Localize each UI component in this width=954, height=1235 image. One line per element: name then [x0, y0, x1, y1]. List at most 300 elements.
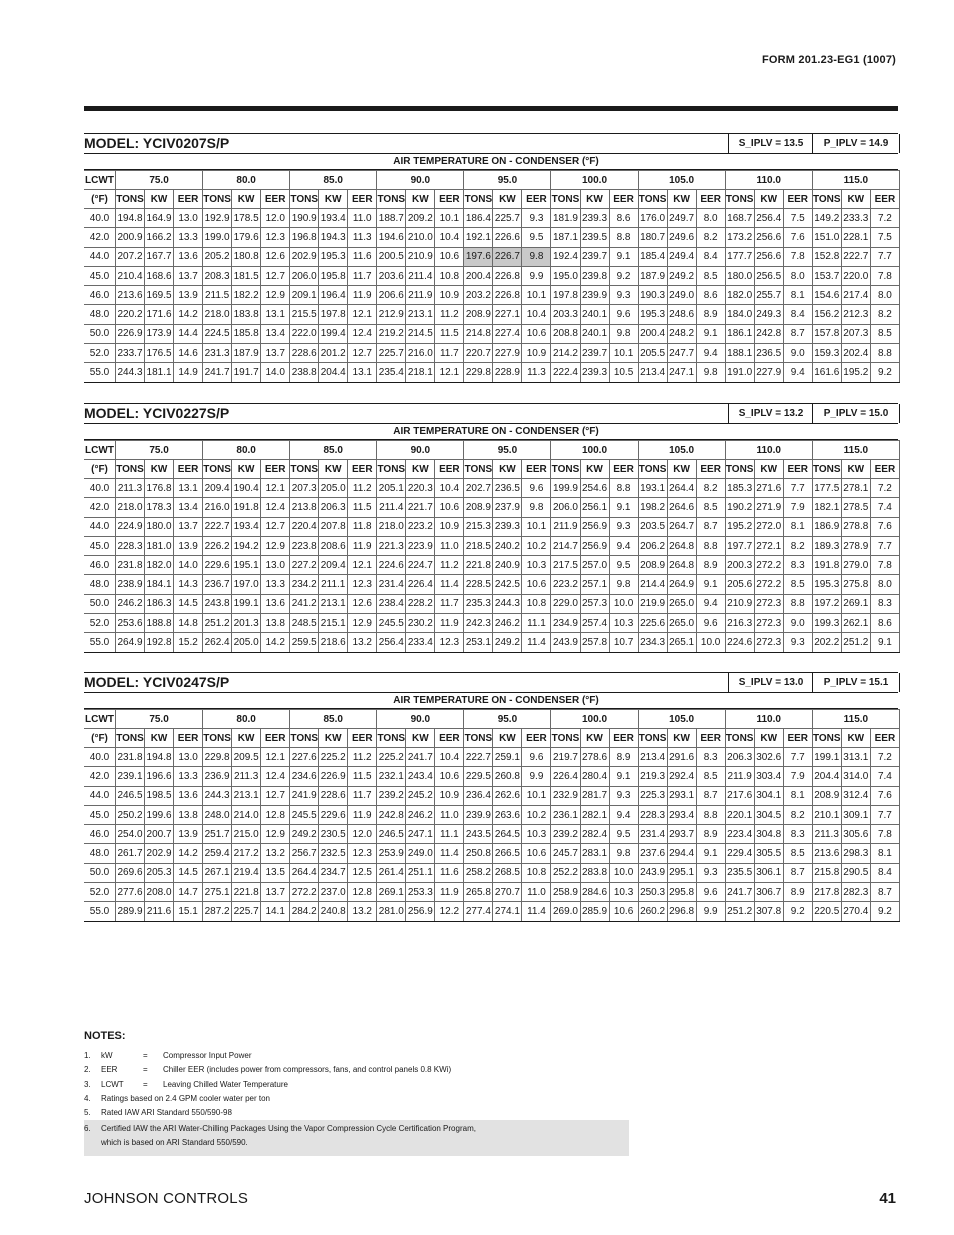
kw-cell: 215.1: [319, 614, 348, 633]
tons-cell: 219.3: [638, 767, 667, 786]
kw-cell: 217.2: [232, 844, 261, 863]
kw-cell: 200.7: [145, 825, 174, 844]
tons-cell: 241.9: [290, 786, 319, 805]
kw-cell: 210.0: [406, 228, 435, 247]
eer-cell: 8.7: [696, 517, 725, 536]
tons-cell: 227.2: [290, 556, 319, 575]
tons-cell: 253.1: [464, 633, 493, 652]
tons-column-header: TONS: [464, 190, 493, 209]
eer-cell: 14.2: [261, 633, 290, 652]
eer-cell: 11.3: [522, 363, 551, 382]
tons-cell: 272.2: [290, 883, 319, 902]
tons-cell: 206.0: [551, 498, 580, 517]
kw-column-header: KW: [145, 729, 174, 748]
tons-cell: 281.0: [377, 902, 406, 921]
tons-cell: 206.0: [290, 266, 319, 285]
table-row: [84, 825, 900, 844]
tons-cell: 208.9: [464, 305, 493, 324]
eer-cell: 14.5: [174, 863, 203, 882]
note-number: 1.: [84, 1051, 91, 1060]
eer-cell: 12.4: [348, 324, 377, 343]
kw-cell: 211.9: [406, 286, 435, 305]
tons-cell: 236.1: [551, 805, 580, 824]
tons-cell: 184.0: [725, 305, 754, 324]
kw-cell: 247.1: [667, 363, 696, 382]
tons-column-header: TONS: [725, 190, 754, 209]
tons-cell: 197.2: [812, 594, 841, 613]
eer-cell: 12.8: [348, 883, 377, 902]
tons-cell: 249.2: [290, 825, 319, 844]
eer-cell: 9.3: [696, 863, 725, 882]
eer-column-header: EER: [522, 729, 551, 748]
performance-table: [84, 440, 900, 653]
column-header-row: [84, 460, 900, 479]
kw-cell: 164.9: [145, 209, 174, 228]
lcwt-cell: 48.0: [84, 844, 116, 863]
eer-cell: 10.6: [522, 324, 551, 343]
tons-cell: 241.2: [290, 594, 319, 613]
kw-cell: 195.3: [319, 247, 348, 266]
kw-cell: 180.8: [232, 247, 261, 266]
note-number: 2.: [84, 1065, 91, 1075]
lcwt-cell: 55.0: [84, 633, 116, 652]
table-row: [84, 594, 900, 613]
table-row: [84, 902, 900, 921]
kw-cell: 272.3: [754, 594, 783, 613]
kw-cell: 182.2: [232, 286, 261, 305]
tons-cell: 198.2: [638, 498, 667, 517]
eer-column-header: EER: [609, 190, 638, 209]
tons-column-header: TONS: [377, 460, 406, 479]
tons-cell: 231.8: [116, 556, 145, 575]
tons-cell: 157.8: [812, 324, 841, 343]
air-temperature-heading: 80.0: [203, 710, 290, 729]
kw-cell: 166.2: [145, 228, 174, 247]
tons-cell: 275.1: [203, 883, 232, 902]
note-item: [84, 1078, 629, 1092]
eer-cell: 10.9: [435, 517, 464, 536]
air-temperature-heading: 85.0: [290, 441, 377, 460]
tons-cell: 245.5: [377, 614, 406, 633]
eer-column-header: EER: [435, 460, 464, 479]
kw-cell: 293.1: [667, 786, 696, 805]
tons-cell: 231.3: [203, 344, 232, 363]
air-temperature-heading: 75.0: [116, 710, 203, 729]
header-rule: [84, 106, 898, 111]
eer-cell: 8.5: [783, 844, 812, 863]
tons-cell: 197.6: [464, 247, 493, 266]
kw-cell: 304.5: [754, 805, 783, 824]
air-temperature-heading: 85.0: [290, 710, 377, 729]
kw-cell: 290.5: [841, 863, 870, 882]
kw-cell: 180.0: [145, 517, 174, 536]
tons-cell: 250.3: [638, 883, 667, 902]
tons-cell: 220.1: [725, 805, 754, 824]
eer-cell: 7.7: [870, 805, 899, 824]
kw-cell: 221.8: [232, 883, 261, 902]
tons-cell: 225.7: [377, 344, 406, 363]
eer-cell: 10.6: [522, 844, 551, 863]
lcwt-cell: 55.0: [84, 902, 116, 921]
kw-cell: 168.6: [145, 266, 174, 285]
eer-cell: 10.4: [522, 305, 551, 324]
kw-cell: 263.6: [493, 805, 522, 824]
kw-cell: 214.0: [232, 805, 261, 824]
tons-cell: 208.9: [812, 786, 841, 805]
kw-cell: 306.7: [754, 883, 783, 902]
tons-cell: 200.9: [116, 228, 145, 247]
eer-cell: 13.4: [261, 324, 290, 343]
eer-cell: 12.0: [348, 825, 377, 844]
tons-cell: 205.2: [203, 247, 232, 266]
air-temperature-heading: 95.0: [464, 171, 551, 190]
kw-cell: 206.3: [319, 498, 348, 517]
lcwt-cell: 45.0: [84, 805, 116, 824]
air-temperature-heading: 90.0: [377, 171, 464, 190]
kw-cell: 256.4: [754, 209, 783, 228]
tons-cell: 223.2: [551, 575, 580, 594]
eer-cell: 13.9: [174, 825, 203, 844]
tons-cell: 187.1: [551, 228, 580, 247]
eer-cell: 14.2: [174, 844, 203, 863]
air-temperature-heading: 100.0: [551, 171, 638, 190]
kw-cell: 295.1: [667, 863, 696, 882]
eer-cell: 11.7: [435, 344, 464, 363]
kw-column-header: KW: [319, 729, 348, 748]
kw-cell: 228.1: [841, 228, 870, 247]
lcwt-cell: 42.0: [84, 228, 116, 247]
lcwt-cell: 50.0: [84, 863, 116, 882]
tons-cell: 228.6: [290, 344, 319, 363]
tons-cell: 235.3: [464, 594, 493, 613]
eer-cell: 8.8: [609, 228, 638, 247]
eer-cell: 11.2: [435, 305, 464, 324]
eer-column-header: EER: [522, 460, 551, 479]
tons-cell: 211.4: [377, 498, 406, 517]
eer-cell: 10.2: [522, 536, 551, 555]
kw-cell: 237.9: [493, 498, 522, 517]
kw-cell: 275.8: [841, 575, 870, 594]
eer-cell: 9.4: [696, 594, 725, 613]
tons-cell: 197.8: [551, 286, 580, 305]
tons-cell: 213.4: [638, 363, 667, 382]
kw-cell: 259.1: [493, 748, 522, 767]
eer-cell: 8.3: [783, 825, 812, 844]
tons-cell: 260.2: [638, 902, 667, 921]
kw-cell: 292.4: [667, 767, 696, 786]
kw-cell: 216.0: [406, 344, 435, 363]
eer-cell: 7.7: [870, 247, 899, 266]
eer-cell: 12.7: [261, 517, 290, 536]
kw-cell: 295.8: [667, 883, 696, 902]
kw-cell: 278.9: [841, 536, 870, 555]
kw-column-header: KW: [406, 729, 435, 748]
eer-cell: 13.7: [261, 883, 290, 902]
kw-cell: 249.4: [667, 247, 696, 266]
eer-column-header: EER: [174, 460, 203, 479]
eer-column-header: EER: [609, 729, 638, 748]
eer-column-header: EER: [783, 190, 812, 209]
kw-cell: 314.0: [841, 767, 870, 786]
eer-cell: 13.9: [174, 536, 203, 555]
tons-cell: 203.5: [638, 517, 667, 536]
tons-cell: 226.2: [203, 536, 232, 555]
tons-cell: 193.1: [638, 479, 667, 498]
tons-column-header: TONS: [290, 460, 319, 479]
kw-column-header: KW: [754, 729, 783, 748]
note-text: Compressor Input Power: [163, 1051, 252, 1060]
tons-cell: 231.4: [638, 825, 667, 844]
kw-cell: 183.8: [232, 305, 261, 324]
kw-cell: 218.6: [319, 633, 348, 652]
kw-cell: 285.9: [580, 902, 609, 921]
kw-cell: 171.6: [145, 305, 174, 324]
tons-cell: 220.7: [464, 344, 493, 363]
tons-cell: 206.3: [725, 748, 754, 767]
tons-cell: 284.2: [290, 902, 319, 921]
eer-cell: 13.6: [174, 247, 203, 266]
eer-cell: 7.6: [870, 786, 899, 805]
kw-cell: 178.5: [232, 209, 261, 228]
lcwt-unit-label: (°F): [84, 460, 116, 479]
kw-cell: 265.0: [667, 614, 696, 633]
eer-cell: 12.1: [261, 479, 290, 498]
tons-cell: 277.4: [464, 902, 493, 921]
tons-cell: 205.1: [377, 479, 406, 498]
eer-cell: 10.3: [609, 614, 638, 633]
tons-cell: 241.7: [203, 363, 232, 382]
eer-cell: 7.5: [870, 228, 899, 247]
eer-cell: 10.9: [435, 286, 464, 305]
eer-cell: 7.4: [870, 767, 899, 786]
table-row: [84, 805, 900, 824]
eer-cell: 13.3: [174, 228, 203, 247]
tons-cell: 251.7: [203, 825, 232, 844]
kw-cell: 239.3: [580, 209, 609, 228]
kw-cell: 213.1: [232, 786, 261, 805]
kw-cell: 191.8: [232, 498, 261, 517]
eer-cell: 8.3: [696, 748, 725, 767]
kw-cell: 187.9: [232, 344, 261, 363]
kw-cell: 176.8: [145, 479, 174, 498]
tons-cell: 269.6: [116, 863, 145, 882]
tons-cell: 186.9: [812, 517, 841, 536]
eer-cell: 10.1: [522, 517, 551, 536]
tons-cell: 236.9: [203, 767, 232, 786]
table-row: [84, 614, 900, 633]
tons-cell: 208.3: [203, 266, 232, 285]
eer-cell: 12.7: [348, 344, 377, 363]
form-id: FORM 201.23-EG1 (1007): [761, 54, 896, 66]
page-number: 41: [879, 1190, 896, 1207]
eer-cell: 11.1: [435, 825, 464, 844]
lcwt-cell: 44.0: [84, 247, 116, 266]
lcwt-cell: 45.0: [84, 536, 116, 555]
eer-column-header: EER: [261, 729, 290, 748]
kw-cell: 240.2: [493, 536, 522, 555]
kw-cell: 237.0: [319, 883, 348, 902]
table-row: [84, 556, 900, 575]
tons-column-header: TONS: [203, 729, 232, 748]
eer-column-header: EER: [348, 190, 377, 209]
lcwt-unit-label: (°F): [84, 729, 116, 748]
kw-cell: 232.5: [319, 844, 348, 863]
eer-cell: 8.9: [696, 556, 725, 575]
tons-column-header: TONS: [290, 190, 319, 209]
tons-cell: 246.2: [116, 594, 145, 613]
s-iplv-box: S_IPLV = 13.5: [728, 134, 813, 153]
note-text-block: [101, 1122, 476, 1150]
tons-cell: 258.9: [551, 883, 580, 902]
eer-cell: 12.2: [435, 902, 464, 921]
tons-cell: 223.4: [725, 825, 754, 844]
tons-cell: 194.8: [116, 209, 145, 228]
kw-cell: 182.0: [145, 556, 174, 575]
eer-cell: 11.0: [348, 209, 377, 228]
kw-cell: 239.8: [580, 266, 609, 285]
air-temperature-heading: 110.0: [725, 710, 812, 729]
kw-cell: 249.0: [406, 844, 435, 863]
kw-cell: 264.5: [493, 825, 522, 844]
kw-cell: 194.8: [145, 748, 174, 767]
eer-cell: 10.0: [609, 594, 638, 613]
tons-cell: 211.9: [725, 767, 754, 786]
tons-cell: 214.8: [464, 324, 493, 343]
note-item: [84, 1049, 629, 1063]
tons-cell: 195.0: [551, 266, 580, 285]
kw-cell: 249.2: [493, 633, 522, 652]
note-abbreviation: EER: [101, 1065, 118, 1075]
kw-column-header: KW: [580, 190, 609, 209]
table-row: [84, 575, 900, 594]
kw-cell: 194.3: [319, 228, 348, 247]
eer-cell: 11.5: [348, 767, 377, 786]
eer-cell: 8.7: [783, 324, 812, 343]
eer-cell: 8.9: [609, 748, 638, 767]
note-item-certification: [84, 1120, 629, 1156]
note-equals: =: [143, 1065, 148, 1075]
table-row: [84, 324, 900, 343]
eer-cell: 7.6: [870, 517, 899, 536]
eer-cell: 12.3: [348, 575, 377, 594]
tons-cell: 181.9: [551, 209, 580, 228]
eer-cell: 11.0: [435, 805, 464, 824]
model-title: MODEL: YCIV0207S/P: [84, 135, 230, 151]
eer-cell: 8.6: [870, 614, 899, 633]
tons-cell: 245.7: [551, 844, 580, 863]
kw-cell: 213.1: [406, 305, 435, 324]
note-item: [84, 1106, 629, 1120]
kw-cell: 271.6: [754, 479, 783, 498]
kw-cell: 195.1: [232, 556, 261, 575]
air-temperature-heading: 110.0: [725, 171, 812, 190]
kw-cell: 223.2: [406, 517, 435, 536]
tons-cell: 149.2: [812, 209, 841, 228]
kw-cell: 186.3: [145, 594, 174, 613]
tons-cell: 152.8: [812, 247, 841, 266]
kw-cell: 271.9: [754, 498, 783, 517]
tons-cell: 213.8: [290, 498, 319, 517]
tons-cell: 239.2: [377, 786, 406, 805]
kw-column-header: KW: [754, 190, 783, 209]
tons-cell: 248.5: [290, 614, 319, 633]
eer-cell: 9.1: [696, 575, 725, 594]
tons-cell: 220.5: [812, 902, 841, 921]
eer-column-header: EER: [696, 190, 725, 209]
air-temperature-heading: 115.0: [812, 441, 899, 460]
tons-cell: 227.6: [290, 748, 319, 767]
tons-cell: 243.5: [464, 825, 493, 844]
eer-cell: 10.0: [609, 863, 638, 882]
eer-cell: 10.3: [522, 556, 551, 575]
tons-cell: 197.7: [725, 536, 754, 555]
tons-cell: 203.6: [377, 266, 406, 285]
tons-cell: 261.7: [116, 844, 145, 863]
tons-cell: 235.5: [725, 863, 754, 882]
kw-cell: 218.1: [406, 363, 435, 382]
kw-cell: 272.3: [754, 633, 783, 652]
eer-cell: 15.1: [174, 902, 203, 921]
kw-cell: 209.2: [406, 209, 435, 228]
eer-column-header: EER: [435, 190, 464, 209]
eer-cell: 9.1: [609, 767, 638, 786]
kw-cell: 312.4: [841, 786, 870, 805]
air-temperature-title: AIR TEMPERATURE ON - CONDENSER (°F): [84, 154, 898, 170]
tons-column-header: TONS: [551, 729, 580, 748]
eer-cell: 11.9: [348, 805, 377, 824]
kw-cell: 195.2: [841, 363, 870, 382]
kw-cell: 211.6: [145, 902, 174, 921]
lcwt-cell: 50.0: [84, 324, 116, 343]
eer-cell: 13.7: [174, 517, 203, 536]
eer-cell: 12.9: [261, 286, 290, 305]
tons-cell: 259.5: [290, 633, 319, 652]
tons-cell: 208.9: [638, 556, 667, 575]
kw-cell: 303.4: [754, 767, 783, 786]
lcwt-cell: 50.0: [84, 594, 116, 613]
kw-cell: 280.4: [580, 767, 609, 786]
table-row: [84, 209, 900, 228]
kw-cell: 239.7: [580, 247, 609, 266]
tons-cell: 250.8: [464, 844, 493, 863]
kw-column-header: KW: [493, 729, 522, 748]
kw-cell: 293.4: [667, 805, 696, 824]
kw-cell: 215.0: [232, 825, 261, 844]
kw-cell: 264.9: [667, 575, 696, 594]
tons-cell: 188.1: [725, 344, 754, 363]
eer-cell: 11.6: [348, 247, 377, 266]
kw-column-header: KW: [667, 190, 696, 209]
eer-cell: 11.4: [522, 633, 551, 652]
kw-cell: 269.1: [841, 594, 870, 613]
eer-cell: 9.2: [870, 902, 899, 921]
eer-cell: 11.6: [435, 863, 464, 882]
eer-cell: 12.6: [348, 594, 377, 613]
tons-cell: 192.9: [203, 209, 232, 228]
kw-column-header: KW: [145, 190, 174, 209]
note-text: Chiller EER (includes power from compressors, fans, and control panels 0.8 KWi): [163, 1065, 452, 1075]
kw-cell: 181.0: [145, 536, 174, 555]
eer-cell: 13.0: [174, 748, 203, 767]
tons-cell: 258.2: [464, 863, 493, 882]
eer-cell: 12.5: [348, 863, 377, 882]
kw-cell: 191.7: [232, 363, 261, 382]
eer-cell: 12.9: [348, 614, 377, 633]
kw-cell: 256.9: [580, 517, 609, 536]
eer-cell: 13.2: [348, 633, 377, 652]
s-iplv-box: S_IPLV = 13.2: [728, 404, 813, 423]
tons-cell: 217.6: [725, 786, 754, 805]
